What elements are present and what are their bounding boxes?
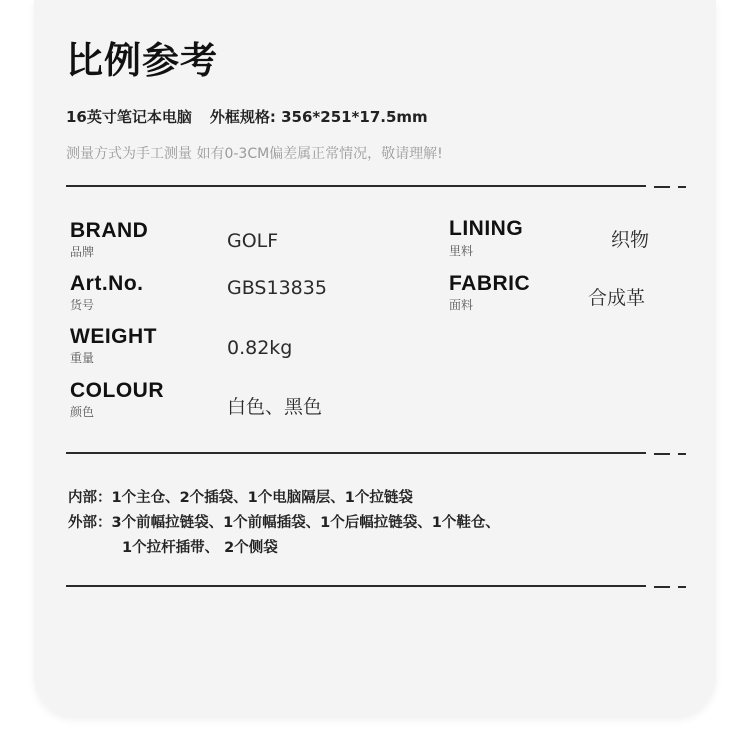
brand-label: BRAND	[70, 219, 149, 242]
outer-compartments	[68, 511, 500, 532]
inner-list: 1个主仓、2个插袋、1个电脑隔层、1个拉链袋	[111, 490, 413, 506]
inner-label: 内部：	[68, 490, 112, 506]
outer-frame-size: 外框规格: 356*251*17.5mm	[209, 108, 428, 126]
divider	[66, 452, 646, 454]
outer-list: 3个前幅拉链袋、1个前幅插袋、1个后幅拉链袋、1个鞋仓、	[111, 515, 500, 531]
fabric-value: 合成革	[588, 287, 646, 309]
brand-label-cn: 品牌	[70, 245, 95, 259]
divider	[66, 185, 646, 187]
art-no-label: Art.No.	[70, 272, 144, 295]
fabric-label-cn: 面料	[449, 298, 474, 312]
measure-note: 测量方式为手工测量 如有0-3CM偏差属正常情况，敬请理解!	[66, 146, 443, 162]
art-no-value: GBS13835	[227, 277, 327, 299]
laptop-size: 16英寸笔记本电脑	[66, 108, 192, 126]
lining-label-cn: 里料	[449, 244, 474, 258]
divider	[66, 585, 646, 587]
weight-value: 0.82kg	[227, 337, 293, 359]
art-no-label-cn: 货号	[70, 298, 95, 312]
divider-dash	[678, 586, 686, 588]
outer-list-continued: 1个拉杆插带、 2个侧袋	[122, 540, 278, 556]
page-title: 比例参考	[66, 39, 218, 82]
colour-label-cn: 颜色	[70, 405, 95, 419]
divider-dash	[654, 586, 670, 588]
inner-compartments	[68, 486, 413, 507]
divider-dash	[678, 186, 686, 188]
colour-label: COLOUR	[70, 379, 164, 402]
fabric-label: FABRIC	[449, 272, 531, 295]
lining-label: LINING	[449, 217, 524, 240]
brand-value: GOLF	[227, 230, 279, 252]
divider-dash	[678, 453, 686, 455]
divider-dash	[654, 453, 670, 455]
size-line	[66, 106, 428, 127]
divider-dash	[654, 186, 670, 188]
outer-label: 外部：	[68, 515, 112, 531]
colour-value: 白色、黑色	[227, 396, 323, 418]
weight-label-cn: 重量	[70, 351, 95, 365]
weight-label: WEIGHT	[70, 325, 157, 348]
lining-value: 织物	[611, 229, 650, 251]
